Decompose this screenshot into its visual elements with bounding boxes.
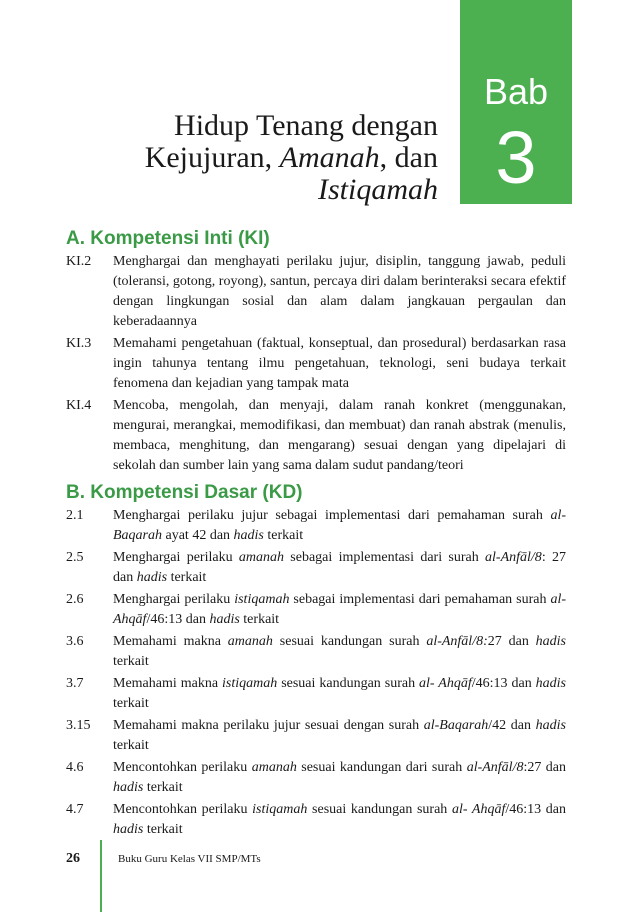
chapter-badge xyxy=(460,0,572,204)
ki-code: KI.3 xyxy=(66,336,92,351)
chapter-number: 3 xyxy=(495,116,537,199)
kd-text: Memahami makna perilaku jujur sesuai dengan surah al-Baqarah/42 dan hadis terkait xyxy=(113,718,566,753)
title-part: , dan xyxy=(379,141,438,174)
chapter-label: Bab xyxy=(483,71,549,112)
kd-item xyxy=(66,548,566,588)
ki-item xyxy=(66,252,566,332)
page-number: 26 xyxy=(66,851,80,866)
section-a-heading: A. Kompetensi Inti (KI) xyxy=(66,228,270,249)
kd-item xyxy=(66,506,566,546)
section-b-heading: B. Kompetensi Dasar (KD) xyxy=(66,482,303,503)
title-line-2 xyxy=(78,142,438,174)
title-part-italic: Istiqamah xyxy=(318,173,438,206)
kd-text: Menghargai perilaku jujur sebagai implementasi dari pemahaman surah al-Baqarah ayat 42 dan hadis terkait xyxy=(113,508,566,543)
kd-code: 3.15 xyxy=(66,718,91,733)
kd-code: 4.7 xyxy=(66,802,84,817)
kd-list xyxy=(66,506,566,840)
kd-text: Menghargai perilaku amanah sebagai implementasi dari surah al-Anfāl/8: 27 dan hadis terkait xyxy=(113,550,567,585)
kd-item xyxy=(66,716,566,756)
kd-item xyxy=(66,674,566,714)
ki-text: Menghargai dan menghayati perilaku jujur, disiplin, tanggung jawab, peduli (toleransi, gotong, royong), santun, percaya diri dalam berinteraksi secara efektif dengan lingkungan sosial dan alam dalam jangkauan pergaulan dan keberadaannya xyxy=(113,254,566,329)
chapter-title xyxy=(78,110,438,206)
kd-code: 2.5 xyxy=(66,550,84,565)
kd-code: 3.6 xyxy=(66,634,84,649)
title-line-1: Hidup Tenang dengan xyxy=(174,109,438,142)
kd-text: Menghargai perilaku istiqamah sebagai implementasi dari pemahaman surah al-Ahqāf/46:13 dan hadis terkait xyxy=(113,592,566,627)
ki-code: KI.4 xyxy=(66,398,92,413)
ki-item xyxy=(66,334,566,394)
ki-text: Mencoba, mengolah, dan menyaji, dalam ranah konkret (menggunakan, mengurai, merangkai, memodifikasi, dan membuat) dan ranah abstrak (menulis, membaca, menghitung, dan mengarang) sesuai dengan yang dipelajari di sekolah dan sumber lain yang sama dalam sudut pandang/teori xyxy=(113,398,566,473)
title-line-3 xyxy=(78,174,438,206)
kd-item xyxy=(66,590,566,630)
kd-code: 2.6 xyxy=(66,592,84,607)
ki-text: Memahami pengetahuan (faktual, konseptual, dan prosedural) berdasarkan rasa ingin tahunya tentang ilmu pengetahuan, teknologi, seni budaya terkait fenomena dan kejadian yang tampak mata xyxy=(113,336,566,391)
title-part: Kejujuran, xyxy=(144,141,280,174)
footer-divider xyxy=(100,840,102,912)
ki-list xyxy=(66,252,566,476)
ki-item xyxy=(66,396,566,476)
kd-text: Memahami makna amanah sesuai kandungan surah al-Anfāl/8:27 dan hadis terkait xyxy=(113,634,567,669)
kd-text: Memahami makna istiqamah sesuai kandungan surah al- Ahqāf/46:13 dan hadis terkait xyxy=(113,676,567,711)
ki-code: KI.2 xyxy=(66,254,92,269)
book-title: Buku Guru Kelas VII SMP/MTs xyxy=(118,853,261,865)
kd-code: 3.7 xyxy=(66,676,84,691)
kd-code: 2.1 xyxy=(66,508,84,523)
kd-item xyxy=(66,632,566,672)
kd-text: Mencontohkan perilaku amanah sesuai kandungan dari surah al-Anfāl/8:27 dan hadis terkait xyxy=(113,760,566,795)
kd-code: 4.6 xyxy=(66,760,84,775)
kd-item xyxy=(66,800,566,840)
title-part-italic: Amanah xyxy=(279,141,380,174)
kd-item xyxy=(66,758,566,798)
kd-text: Mencontohkan perilaku istiqamah sesuai kandungan surah al- Ahqāf/46:13 dan hadis terkait xyxy=(113,802,566,837)
